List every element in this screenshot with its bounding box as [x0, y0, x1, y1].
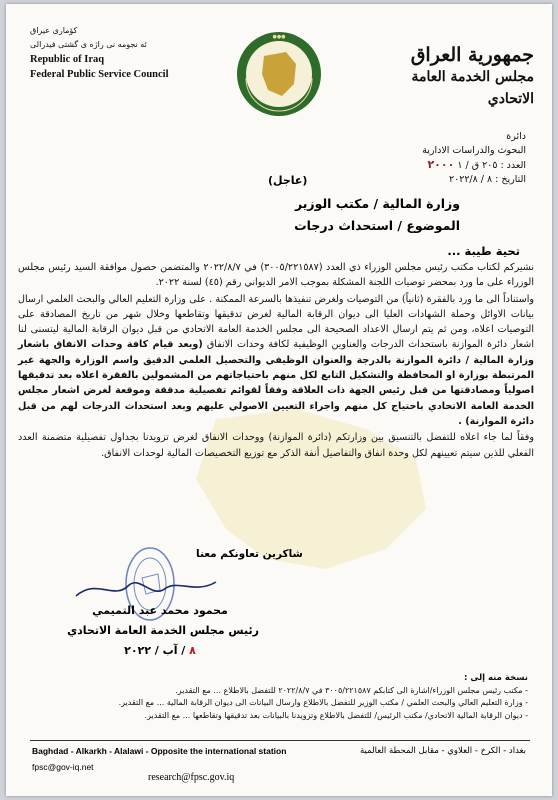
subject: الموضوع / استحداث درجات	[294, 218, 460, 233]
signatory-name: محمود محمد عبد التميمي	[92, 604, 228, 617]
footer-divider	[30, 740, 530, 741]
ref-number: العدد : ٢٠٥ ق / ١ ٢٠٠٠	[427, 158, 526, 171]
council-logo	[234, 26, 324, 126]
copies-list	[32, 672, 528, 722]
arabic-country: جمهورية العراق	[410, 44, 534, 66]
dept-name: البحوث والدراسات الادارية	[422, 145, 526, 156]
paragraph-3: وفقاً لما جاء اعلاه للتفضل بالتنسيق بين وزارتكم (دائرة الموازنة) ووحدات الانفاق لغرض تزويدنا بجداول تفصيلية متضمنة العدد الفعلي للذين سيتم تعيينهم لكل وحدة انفاق والتفاصيل أنفة الذكر مع توزيع التخصيصات المالية لوحدات الانفاق.	[18, 432, 534, 459]
signatory-title: رئيس مجلس الخدمة العامة الاتحادي	[67, 624, 259, 637]
closing-thanks: شاكرين تعاونكم معنا	[196, 548, 303, 560]
reference-block	[376, 130, 526, 187]
dept-label: دائرة	[506, 131, 526, 142]
paragraph-1: نشيركم لكتاب مكتب رئيس مجلس الوزراء ذي العدد (٣٠٠٥/٢٢١٥٨٧) في ٢٠٢٢/٨/٧ والمتضمن حصول موافقة السيد رئيس مجلس الوزراء على ما ورد بمحضر توصيات اللجنة المشكلة بموجب الامر الديواني رقم (٤٥) لسنة ٢٠٢٢.	[18, 262, 534, 289]
urgent-label: (عاجل)	[268, 174, 308, 187]
english-country: Republic of Iraq	[30, 54, 105, 65]
recipient: وزارة المالية / مكتب الوزير	[294, 196, 460, 211]
copy-item: - مكتب رئيس مجلس الوزراء/اشارة الى كتابكم ٣٠٠٥/٢٢١٥٨٧ في ٢٠٢٢/٨/٧ للتفضل بالاطلاع ... مع التقدير.	[175, 685, 528, 695]
footer-email-1[interactable]: fpsc@gov-iq.net	[32, 762, 94, 772]
kurdish-council: ئه نجومه نی راژه ی گشتی فیدرالی	[30, 40, 147, 49]
footer-email-2[interactable]: research@fpsc.gov.iq	[148, 772, 235, 783]
copies-caption: نسخة منه إلى :	[464, 673, 528, 683]
ref-number-handwritten: ٢٠٠٠	[427, 158, 455, 171]
letter-body	[18, 260, 534, 462]
header-left-block	[30, 24, 220, 82]
ref-date: التاريخ : ٨ / ٢٠٢٢/٨	[449, 174, 526, 185]
arabic-council: مجلس الخدمة العامة الاتحادي	[411, 69, 534, 107]
svg-text:●●●: ●●●	[272, 34, 286, 40]
letter-page	[6, 4, 552, 796]
copy-item: - ديوان الرقابة المالية الاتحادي/ مكتب الرئيس/ للتفضل بالاطلاع وتزويدنا بالبيانات بعد تدقيقها وتقاطعها ... مع التقدير.	[144, 710, 528, 720]
kurdish-country: کۆماری عیراق	[30, 26, 78, 35]
signature-date: ٨ / آب / ٢٠٢٢	[124, 644, 196, 657]
header-right-block	[364, 44, 534, 110]
footer-address-en: Baghdad - Alkarkh - Alalawi - Opposite the international station	[32, 746, 287, 756]
paragraph-2: واستناداً الى ما ورد بالفقرة (ثانياً) من التوصيات ولغرض تنفيذها بالسرعة الممكنة . على وزارة التعليم العالي والبحث العلمي ارسال بيانات الاوائل وحملة الشهادات العليا الى ديوان الرقابة المالية لغرض تدقيقها وتقاطعها وخلال شهر من تاريخ المصادقة على التوصيات اعلاه، ومن ثم يتم ارسال الاعداد الصحيحة الى مجلس الخدمة العامة الاتحادي من قبل ديوان الرقابة المالية ليتسنى لنا اشعار دائرة الموازنة باستحداث الدرجات والعناوين الوظيفية لكافة وحدات الانفاق (ويعد قيام كافة وحدات الانفاق باشعار وزارة المالية / دائرة الموازنة بالدرجة والعنوان الوظيفي والتحصيل العلمي الدقيق واسم الوزارة والجهة غير المرتبطة بوزارة او المحافظة والتشكيل التابع لكل منهم باحتياجاتهم من المشمولين بالفقرة اعلاه بعد تدقيقها اصولياً ومصادقتها من قبل رئيس الجهة ذات العلاقة وفقاً لقوائم تفصيلية مدققة وموقعة لغرض اشعار مجلس الخدمة العامة الاتحادي باحتياج كل منهم واجراء التعيين الاصولي عليهم وبعد استحداث الدرجات لهم من قبل دائرة الموازنة) .	[18, 293, 534, 427]
greeting: تحية طيبة ...	[447, 244, 520, 258]
copy-item: - وزارة التعليم العالي والبحث العلمي / مكتب الوزير للتفضل بالاطلاع وارسال البيانات الى ديوان الرقابة المالية ... مع التقدير.	[118, 698, 528, 708]
footer-address-ar: بغداد - الكرخ - العلاوي - مقابل المحطة العالمية	[360, 746, 526, 756]
handwritten-signature	[66, 570, 226, 606]
english-council: Federal Public Service Council	[30, 69, 169, 80]
